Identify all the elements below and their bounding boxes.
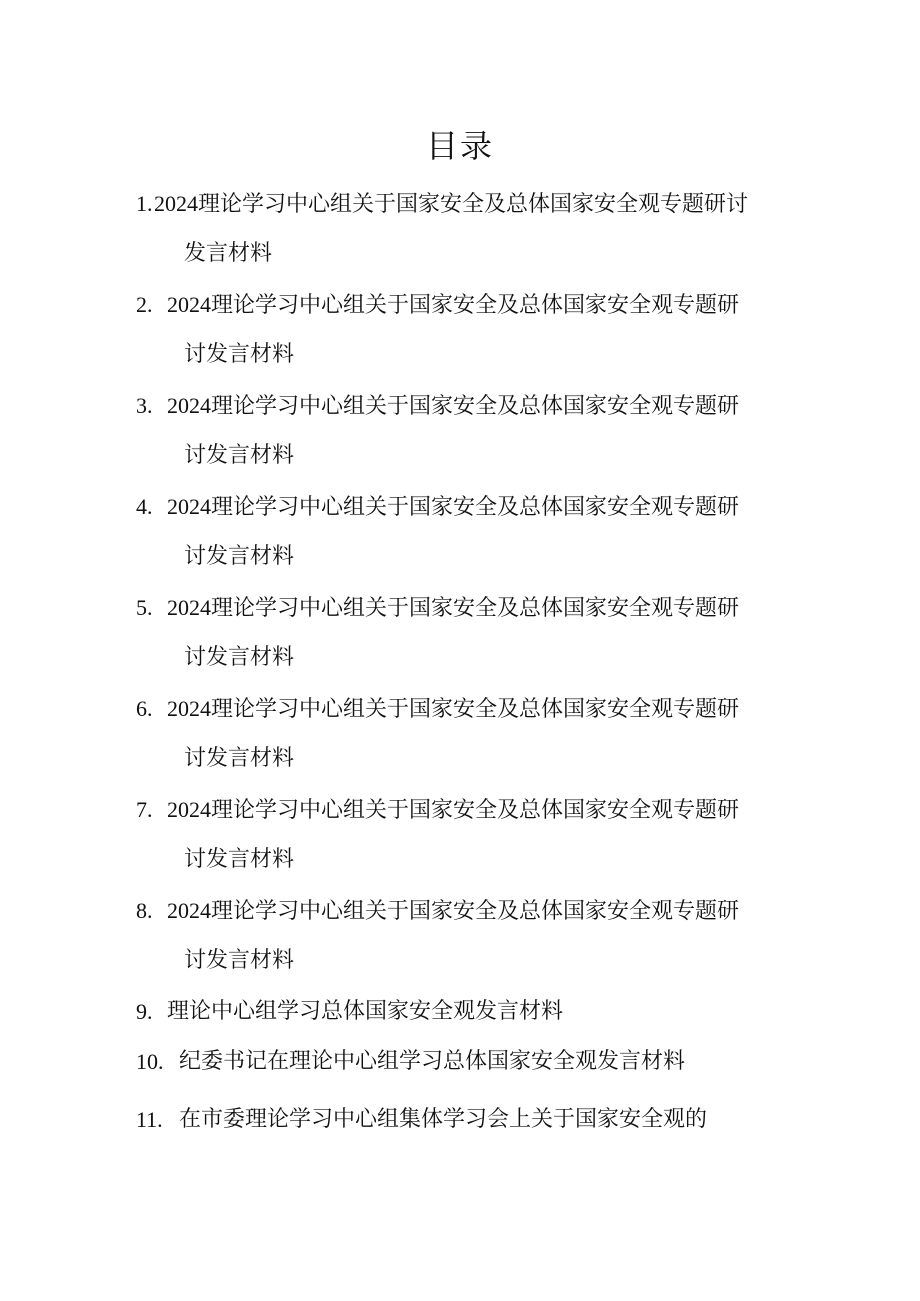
toc-entry-number: 1. [136, 191, 153, 216]
toc-entry-title-continuation: 讨发言材料 [184, 645, 295, 670]
toc-entry-year: 2024 [154, 191, 198, 216]
toc-entry-title-continuation: 讨发言材料 [184, 544, 295, 569]
toc-entry-title-continuation: 讨发言材料 [184, 746, 295, 771]
toc-entry-number: 6. [136, 696, 153, 721]
toc-entry-year: 2024 [167, 797, 211, 822]
toc-entry-title: 理论学习中心组关于国家安全及总体国家安全观专题研 [211, 293, 740, 318]
toc-entry-7-continuation[interactable] [184, 844, 294, 876]
toc-entry-title: 理论学习中心组关于国家安全及总体国家安全观专题研 [211, 697, 740, 722]
toc-entry-year: 2024 [167, 696, 211, 721]
toc-entry-number: 8. [136, 898, 153, 923]
toc-entry-title: 理论学习中心组关于国家安全及总体国家安全观专题研 [211, 798, 740, 823]
toc-entry-6-continuation[interactable] [184, 743, 294, 775]
toc-entry-5-continuation[interactable] [184, 642, 294, 674]
toc-entry-year: 2024 [167, 292, 211, 317]
toc-entry-1-continuation[interactable] [184, 238, 272, 270]
toc-entry-4-continuation[interactable] [184, 541, 294, 573]
toc-entry-title-continuation: 讨发言材料 [184, 443, 295, 468]
toc-entry-title: 在市委理论学习中心组集体学习会上关于国家安全观的 [179, 1107, 708, 1132]
page-title: 目录 [425, 127, 494, 165]
toc-entry-title: 理论学习中心组关于国家安全及总体国家安全观专题研 [211, 394, 740, 419]
toc-entry-title-continuation: 发言材料 [184, 241, 273, 266]
toc-entry-title: 理论学习中心组关于国家安全及总体国家安全观专题研 [211, 596, 740, 621]
toc-entry-3-continuation[interactable] [184, 440, 294, 472]
toc-entry-title-continuation: 讨发言材料 [184, 948, 295, 973]
toc-entry-year: 2024 [167, 494, 211, 519]
toc-entry-year: 2024 [167, 898, 211, 923]
toc-entry-title: 理论学习中心组关于国家安全及总体国家安全观专题研讨 [198, 192, 749, 217]
toc-entry-title: 理论学习中心组关于国家安全及总体国家安全观专题研 [211, 899, 740, 924]
toc-entry-number: 7. [136, 797, 153, 822]
toc-entry-number: 5. [136, 595, 153, 620]
toc-entry-number: 10. [136, 1049, 164, 1074]
toc-entry-number: 9. [136, 999, 153, 1024]
toc-entry-title-continuation: 讨发言材料 [184, 847, 295, 872]
toc-entry-year: 2024 [167, 393, 211, 418]
toc-entry-number: 2. [136, 292, 153, 317]
toc-entry-8-continuation[interactable] [184, 945, 294, 977]
toc-entry-year: 2024 [167, 595, 211, 620]
toc-entry-title: 理论中心组学习总体国家安全观发言材料 [167, 999, 564, 1024]
toc-entry-number: 11. [136, 1107, 163, 1132]
toc-entry-number: 3. [136, 393, 153, 418]
toc-entry-title: 纪委书记在理论中心组学习总体国家安全观发言材料 [179, 1049, 686, 1074]
toc-entry-2-continuation[interactable] [184, 339, 294, 371]
toc-entry-title-continuation: 讨发言材料 [184, 342, 295, 367]
toc-entry-number: 4. [136, 494, 153, 519]
toc-entry-title: 理论学习中心组关于国家安全及总体国家安全观专题研 [211, 495, 740, 520]
